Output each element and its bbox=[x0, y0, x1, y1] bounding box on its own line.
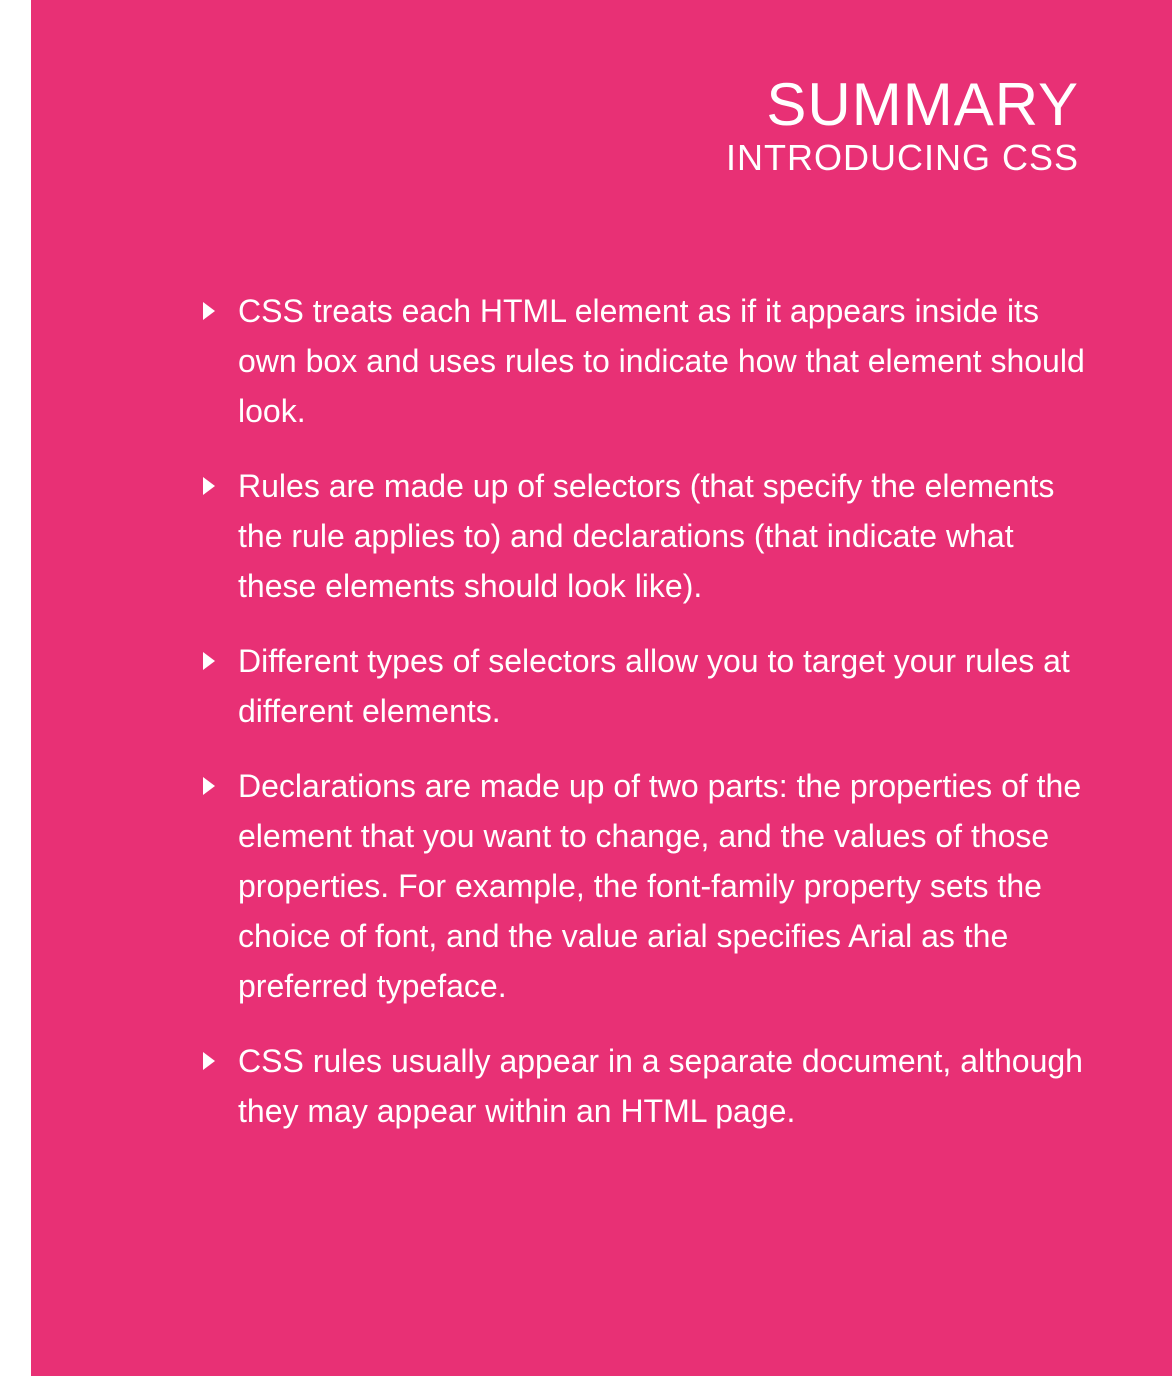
triangle-right-icon bbox=[203, 477, 215, 495]
triangle-right-icon bbox=[203, 302, 215, 320]
page-subtitle: INTRODUCING CSS bbox=[725, 137, 1079, 178]
list-item bbox=[201, 636, 1091, 736]
triangle-right-icon bbox=[203, 1052, 215, 1070]
list-item-text: CSS treats each HTML element as if it appears inside its own box and uses rules to indicate how that element should look. bbox=[238, 293, 1085, 429]
page-title: SUMMARY bbox=[766, 71, 1079, 138]
list-item bbox=[201, 461, 1091, 611]
list-item-text: Different types of selectors allow you to target your rules at different elements. bbox=[238, 643, 1070, 729]
list-item bbox=[201, 1036, 1091, 1136]
list-item-text: CSS rules usually appear in a separate document, although they may appear within an HTML page. bbox=[238, 1043, 1083, 1129]
list-item bbox=[201, 761, 1091, 1011]
list-item-text: Rules are made up of selectors (that specify the elements the rule applies to) and declarations (that indicate what these elements should look like). bbox=[238, 468, 1055, 604]
triangle-right-icon bbox=[203, 777, 215, 795]
list-item-text: Declarations are made up of two parts: the properties of the element that you want to change, and the values of those properties. For example, the font-family property sets the choice of font, and the value arial specifies Arial as the preferred typeface. bbox=[238, 768, 1082, 1004]
summary-list bbox=[201, 286, 1091, 1161]
list-item bbox=[201, 286, 1091, 436]
triangle-right-icon bbox=[203, 652, 215, 670]
page-header bbox=[726, 72, 1079, 178]
summary-page bbox=[31, 0, 1172, 1376]
